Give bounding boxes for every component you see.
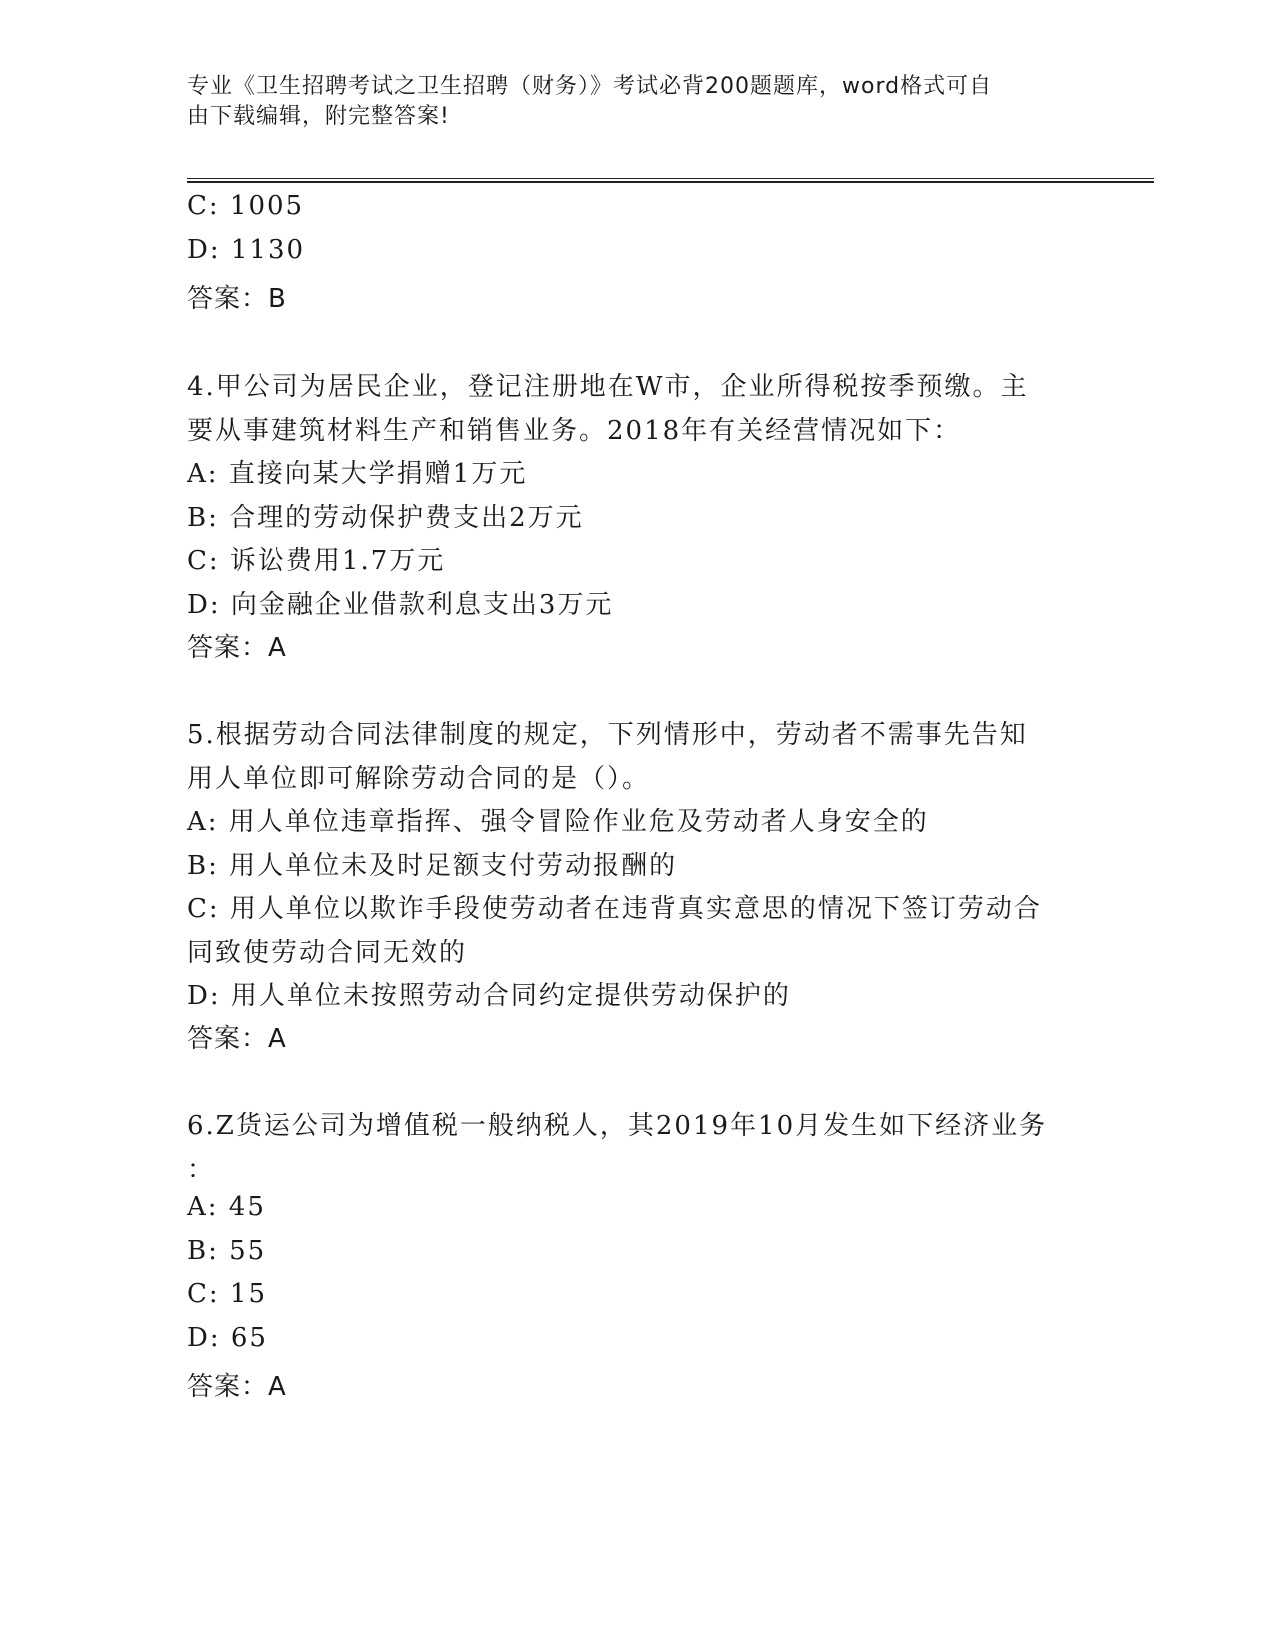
q5-option-d: D: 用人单位未按照劳动合同约定提供劳动保护的 <box>187 981 791 1011</box>
q5-option-c-line-2: 同致使劳动合同无效的 <box>187 938 468 968</box>
q5-option-b: B: 用人单位未及时足额支付劳动报酬的 <box>187 851 678 881</box>
q3-option-d: D: 1130 <box>187 235 306 265</box>
document-header <box>187 72 1067 132</box>
q6-stem-line-2: ： <box>187 1155 216 1185</box>
q6-option-a: A: 45 <box>187 1192 266 1222</box>
q5-stem-line-1: 5.根据劳动合同法律制度的规定，下列情形中，劳动者不需事先告知 <box>187 720 1028 750</box>
header-divider-thick <box>187 181 1154 183</box>
q4-stem-line-1: 4.甲公司为居民企业，登记注册地在W市，企业所得税按季预缴。主 <box>187 372 1029 402</box>
header-divider-thin <box>187 178 1154 179</box>
q6-option-d: D: 65 <box>187 1323 268 1353</box>
q6-option-b: B: 55 <box>187 1236 267 1266</box>
q5-option-c-line-1: C: 用人单位以欺诈手段使劳动者在违背真实意思的情况下签订劳动合 <box>187 894 1042 924</box>
q6-option-c: C: 15 <box>187 1279 268 1309</box>
q6-answer: 答案：A <box>187 1372 287 1402</box>
q4-option-c: C: 诉讼费用1.7万元 <box>187 546 446 576</box>
q4-option-a: A: 直接向某大学捐赠1万元 <box>187 459 528 489</box>
q5-answer: 答案：A <box>187 1024 287 1054</box>
q4-option-d: D: 向金融企业借款利息支出3万元 <box>187 590 614 620</box>
header-line-1: 专业《卫生招聘考试之卫生招聘（财务）》考试必背200题题库，word格式可自 <box>187 74 993 99</box>
q4-stem-line-2: 要从事建筑材料生产和销售业务。2018年有关经营情况如下： <box>187 416 962 446</box>
q4-answer: 答案：A <box>187 633 287 663</box>
q3-option-c: C: 1005 <box>187 191 305 221</box>
q5-stem-line-2: 用人单位即可解除劳动合同的是（）。 <box>187 764 651 794</box>
q6-stem-line-1: 6.Z货运公司为增值税一般纳税人，其2019年10月发生如下经济业务 <box>187 1111 1048 1141</box>
q4-option-b: B: 合理的劳动保护费支出2万元 <box>187 503 584 533</box>
q5-option-a: A: 用人单位违章指挥、强令冒险作业危及劳动者人身安全的 <box>187 807 929 837</box>
q3-answer: 答案：B <box>187 284 287 314</box>
header-line-2: 由下载编辑，附完整答案! <box>187 104 450 129</box>
